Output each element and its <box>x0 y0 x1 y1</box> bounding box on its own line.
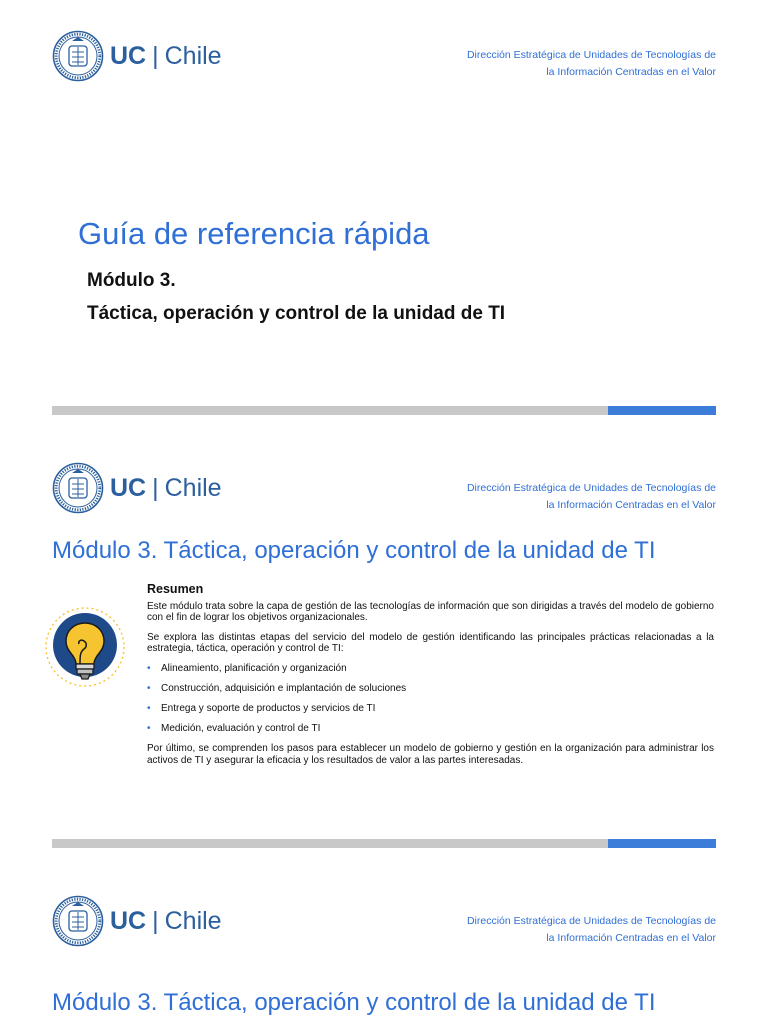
wordmark-separator: | <box>152 906 159 935</box>
divider-accent <box>608 839 716 848</box>
summary-paragraph-1: Este módulo trata sobre la capa de gestión de las tecnologías de información que son dirigidas a través del modelo de gobierno con el fin de lograr los objetivos organizacionales. <box>147 600 714 623</box>
cover-slide <box>0 0 768 420</box>
summary-paragraph-3: Por último, se comprenden los pasos para establecer un modelo de gobierno y gestión en la organización para administrar los activos de TI y asegurar la eficacia y los resultados de valor a las partes interesadas. <box>147 743 714 766</box>
lightbulb-icon <box>44 606 126 688</box>
wordmark-separator: | <box>152 41 159 70</box>
department-line-2: la Información Centradas en el Valor <box>546 499 716 511</box>
department-name <box>467 913 716 947</box>
university-seal-icon <box>52 462 104 514</box>
wordmark-chile: Chile <box>164 473 222 502</box>
wordmark-uc: UC <box>110 906 147 935</box>
wordmark-chile: Chile <box>164 906 222 935</box>
wordmark <box>110 41 222 70</box>
summary-bullet: • Entrega y soporte de productos y servicios de TI <box>147 703 714 715</box>
department-line-1: Dirección Estratégica de Unidades de Tecnologías de <box>466 915 716 927</box>
wordmark-uc: UC <box>110 41 147 70</box>
cover-title: Guía de referencia rápida <box>78 216 430 251</box>
university-seal-icon <box>52 895 104 947</box>
cover-module: Módulo 3. <box>87 270 176 291</box>
section-title: Módulo 3. Táctica, operación y control de la unidad de TI <box>52 537 656 564</box>
wordmark <box>110 906 222 935</box>
cover-subtitle: Táctica, operación y control de la unidad de TI <box>87 303 506 324</box>
uc-chile-logo <box>52 30 222 82</box>
summary-heading: Resumen <box>147 582 204 596</box>
uc-chile-logo <box>52 462 222 514</box>
wordmark-separator: | <box>152 473 159 502</box>
department-line-2: la Información Centradas en el Valor <box>546 932 716 944</box>
uc-chile-logo <box>52 895 222 947</box>
department-line-1: Dirección Estratégica de Unidades de Tecnologías de <box>466 482 716 494</box>
slide-divider <box>52 839 716 848</box>
next-slide <box>0 873 768 1024</box>
summary-bullet: • Alineamiento, planificación y organización <box>147 663 714 675</box>
summary-section <box>147 584 714 774</box>
wordmark-chile: Chile <box>164 41 222 70</box>
department-name <box>467 480 716 514</box>
summary-bullet: • Medición, evaluación y control de TI <box>147 723 714 735</box>
university-seal-icon <box>52 30 104 82</box>
divider-accent <box>608 406 716 415</box>
wordmark-uc: UC <box>110 473 147 502</box>
department-name <box>467 47 716 81</box>
summary-bullets <box>147 663 714 735</box>
department-line-1: Dirección Estratégica de Unidades de Tecnologías de <box>466 49 716 61</box>
slide-divider <box>52 406 716 415</box>
summary-bullet: • Construcción, adquisición e implantación de soluciones <box>147 683 714 695</box>
wordmark <box>110 473 222 502</box>
department-line-2: la Información Centradas en el Valor <box>546 66 716 78</box>
section-title: Módulo 3. Táctica, operación y control de la unidad de TI <box>52 989 656 1016</box>
summary-paragraph-2: Se explora las distintas etapas del servicio del modelo de gestión identificando las principales prácticas relacionadas a la estrategia, táctica, operación y control de TI: <box>147 631 714 654</box>
